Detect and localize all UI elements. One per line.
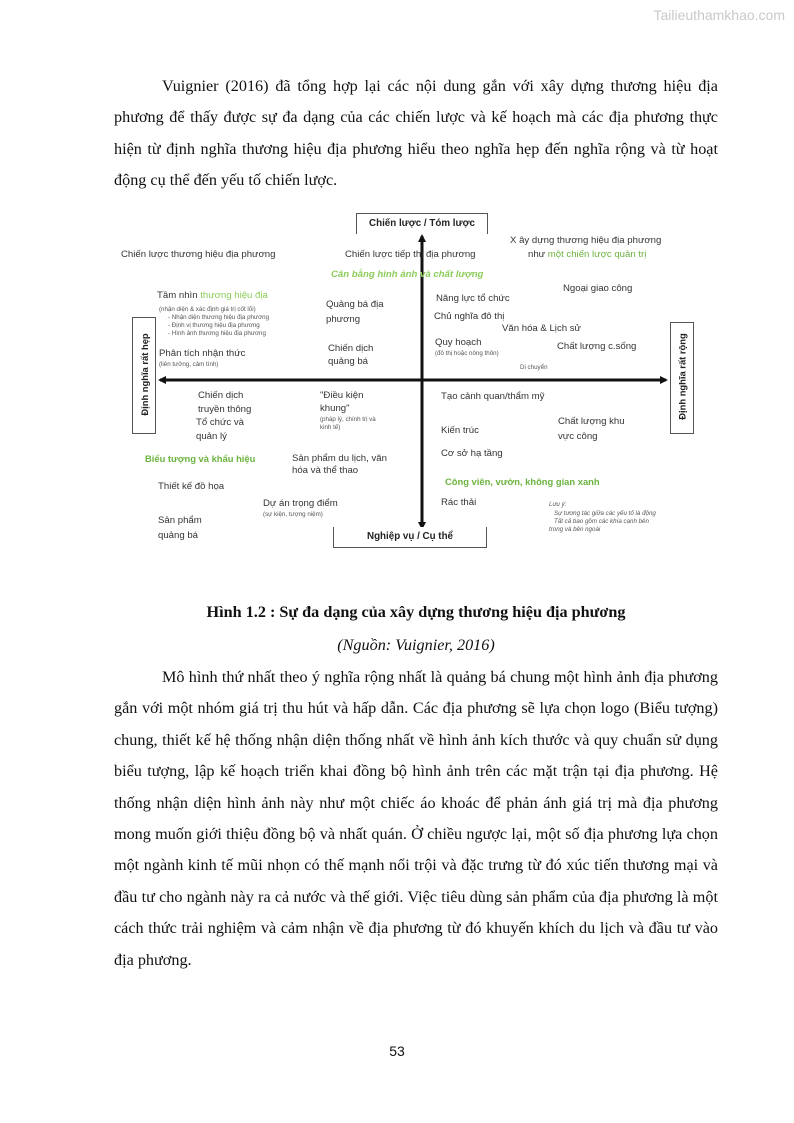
label-design: Thiết kế đồ họa — [158, 481, 225, 492]
label-organize-2: quản lý — [196, 431, 227, 442]
label-products-1: Sản phẩm du lịch, văn — [292, 453, 387, 464]
label-note-2: Sự tương tác giữa các yếu tố là động — [554, 510, 656, 517]
label-strategy-marketing: Chiến lược tiếp thị địa phương — [345, 249, 476, 260]
label-advert-1: Sản phẩm — [158, 515, 202, 526]
label-vision-note2: - Nhận diện thương hiệu địa phương — [168, 314, 270, 321]
label-vision-note1: (nhận diện & xác định giá trị cốt lõi) — [159, 306, 256, 313]
branding-diversity-diagram — [118, 210, 688, 550]
label-balance: Cân bằng hình ảnh và chất lượng — [331, 269, 484, 280]
label-analysis: Phân tích nhận thức — [159, 348, 246, 359]
label-promotion-2: phương — [326, 314, 361, 325]
label-framework-note1: (pháp lý, chính trị và — [320, 416, 376, 423]
bottom-box-label: Nghiệp vụ / Cụ thể — [367, 531, 453, 542]
label-build-brand-green: một chiến lược quản trị — [547, 249, 647, 260]
label-advert-2: quảng bá — [158, 530, 199, 541]
top-box-label: Chiến lược / Tóm lược — [369, 218, 475, 229]
diagram-axes — [118, 210, 684, 550]
label-urbanism: Chủ nghĩa đô thị — [434, 311, 505, 322]
label-media-campaign-2: truyền thông — [198, 404, 252, 415]
label-parks: Công viên, vườn, không gian xanh — [445, 476, 600, 487]
paragraph-model-text: Mô hình thứ nhất theo ý nghĩa rộng nhất là quảng bá chung một hình ảnh địa phương gắn với một nhóm giá trị thu hút và hấp dẫn. Các địa phương sẽ lựa chọn logo (Biểu tượng) chung, thiết kế hệ thống nhận diện thống nhất về hình ảnh kích thước và quy chuẩn sử dụng biểu tượng, lập kế hoạch triển khai đồng bộ hình ảnh trên các mặt trận tại địa phương. Hệ thống nhận diện hình ảnh này như một chiếc áo khoác để phản ánh giá trị mà địa phương mong muốn giới thiệu đồng bộ và nhất quán. Ở chiều ngược lại, một số địa phương lựa chọn một ngành kinh tế mũi nhọn có thế mạnh nổi trội và đặc trưng từ đó xúc tiến thương mại và đầu tư cho ngành này ra cả nước và thế giới. Việc tiêu dùng sản phẩm của địa phương là một cách thức trải nghiệm và cảm nhận về địa phương từ đó khuyến khích du lịch và đầu tư vào địa phương. — [114, 668, 718, 969]
label-campaign-1: Chiến dịch — [328, 343, 374, 354]
top-box — [356, 213, 488, 234]
label-vision-prefix: Tầm nhìn — [157, 290, 201, 301]
figure-source: (Nguồn: Vuignier, 2016) — [337, 636, 495, 654]
bottom-box — [333, 527, 487, 548]
label-build-brand-strategy — [528, 249, 646, 261]
label-mobility: Di chuyển — [520, 364, 548, 371]
label-campaign-2: quảng bá — [328, 356, 369, 367]
paragraph-intro-text: Vuignier (2016) đã tổng hợp lại các nội dung gắn với xây dựng thương hiệu địa phương để thấy được sự đa dạng của các chiến lược và kế hoạch mà các địa phương thực hiện từ định nghĩa thương hiệu địa phương hiểu theo nghĩa hẹp đến nghĩa rộng và từ hoạt động cụ thể đến yếu tố chiến lược. — [114, 77, 718, 190]
label-flagship: Dự án trọng điểm — [263, 498, 338, 509]
watermark: Tailieuthamkhao.com — [653, 7, 785, 23]
label-public-area-1: Chất lượng khu — [558, 416, 625, 427]
label-waste: Rác thải — [441, 497, 477, 508]
label-framework-1: "Điều kiện — [320, 390, 364, 401]
label-framework-2: khung" — [320, 403, 350, 414]
figure-title: Hình 1.2 : Sự đa dạng của xây dựng thương hiệu địa phương — [206, 603, 626, 621]
label-planning-note: (đô thị hoặc nông thôn) — [435, 350, 499, 357]
label-public-area-2: vực công — [558, 431, 598, 442]
label-media-campaign-1: Chiến dịch — [198, 390, 244, 401]
label-analysis-note: (liên tưởng, cảm tính) — [159, 361, 219, 368]
right-axis-label: Định nghĩa rất rộng — [676, 333, 688, 420]
label-architecture: Kiến trúc — [441, 425, 479, 436]
label-build-brand-prefix: như — [528, 249, 548, 260]
label-infrastructure: Cơ sở hạ tầng — [441, 448, 503, 459]
label-flagship-note: (sự kiện, tượng niệm) — [263, 511, 323, 518]
label-products-2: hóa và thể thao — [292, 465, 359, 476]
page-number: 53 — [389, 1043, 405, 1059]
label-vision-note3: - Định vị thương hiệu địa phương — [168, 322, 260, 329]
label-strategy-brand: Chiến lược thương hiệu địa phương — [121, 249, 276, 260]
label-build-brand: X ây dựng thương hiệu địa phương — [510, 235, 662, 246]
label-org-capacity: Năng lực tổ chức — [436, 293, 510, 304]
label-landscape: Tạo cảnh quan/thẩm mỹ — [441, 391, 545, 402]
paragraph-intro — [114, 71, 718, 197]
label-culture: Văn hóa & Lịch sử — [502, 323, 581, 334]
label-note-4: trong và bên ngoài — [549, 526, 601, 533]
paragraph-model — [114, 662, 718, 976]
label-promotion-1: Quảng bá địa — [326, 299, 384, 310]
label-symbols: Biểu tượng và khẩu hiệu — [145, 453, 256, 464]
label-vision-green: thương hiệu địa — [200, 290, 268, 301]
left-axis-box — [132, 317, 156, 434]
label-life-quality: Chất lượng c.sống — [557, 341, 637, 352]
label-note-3: Tất cả bao gồm các khía cạnh bên — [554, 518, 649, 525]
label-foreign: Ngoại giao công — [563, 283, 633, 294]
label-framework-note2: kinh tế) — [320, 424, 341, 431]
label-note-1: Lưu ý: — [549, 501, 567, 508]
label-vision-note4: - Hình ảnh thương hiệu địa phương — [168, 330, 266, 337]
label-vision — [157, 290, 268, 302]
label-organize-1: Tổ chức và — [196, 417, 245, 428]
label-planning: Quy hoạch — [435, 337, 482, 348]
right-axis-box — [670, 322, 694, 434]
left-axis-label: Định nghĩa rất hẹp — [139, 333, 150, 416]
